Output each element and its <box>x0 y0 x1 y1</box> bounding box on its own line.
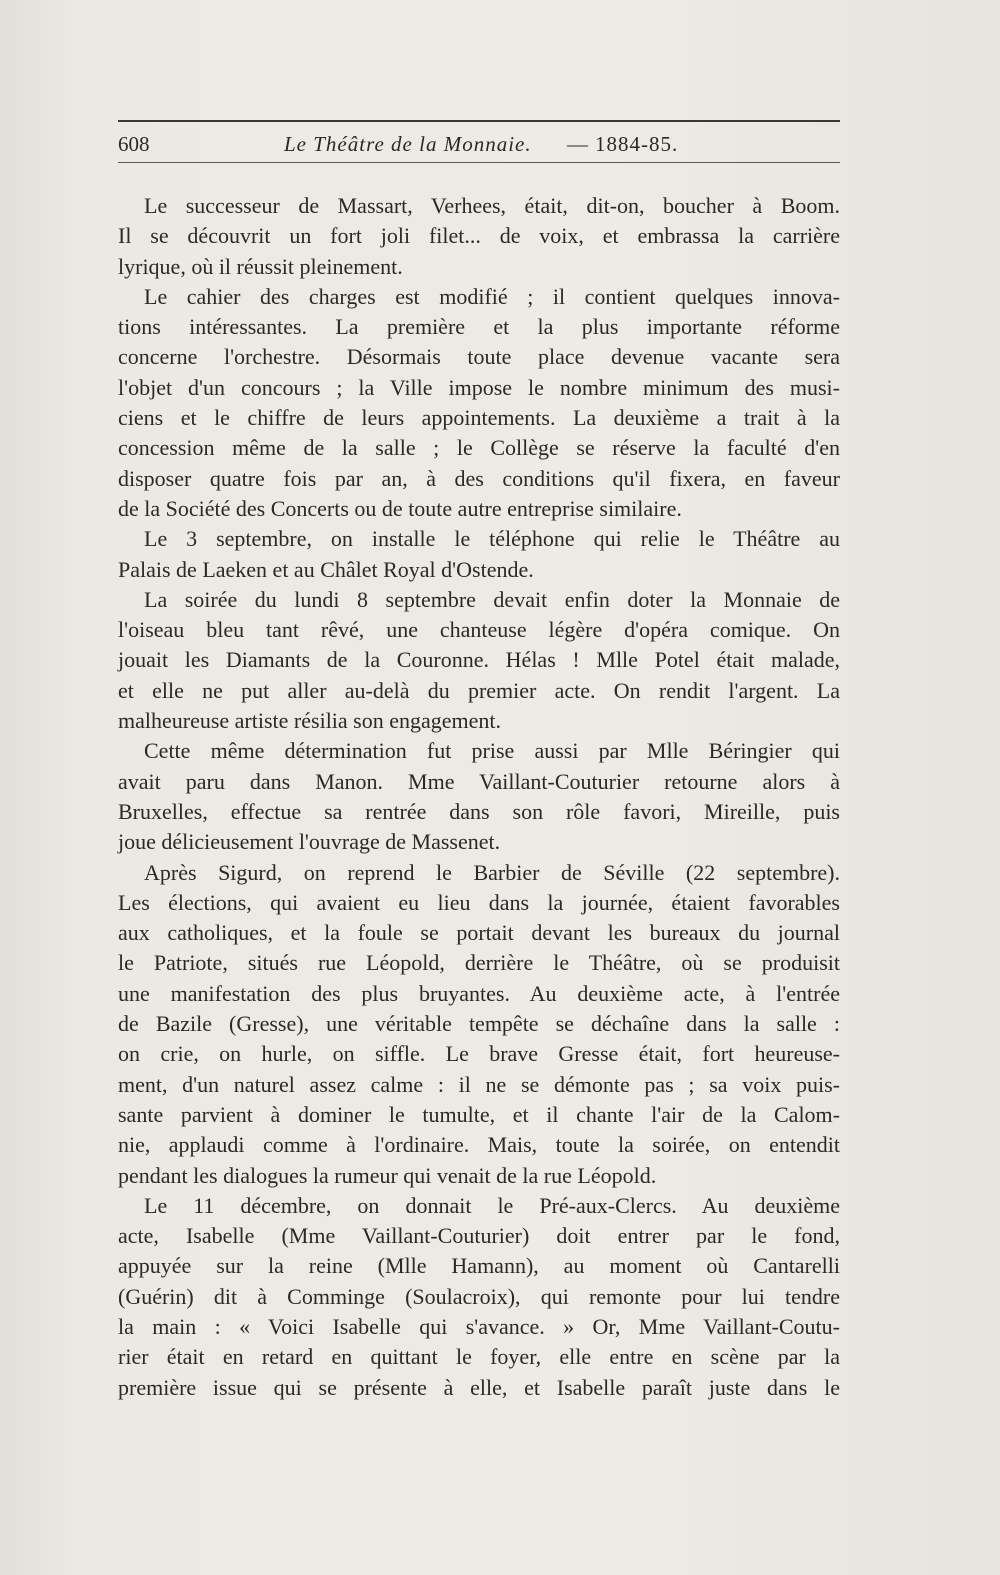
running-dash: — <box>567 132 588 156</box>
text-line: pendant les dialogues la rumeur qui venait de la rue Léopold. <box>118 1162 657 1188</box>
text-line: et elle ne put aller au-delà du premier acte. On rendit l'argent. La <box>118 677 840 703</box>
text-line: Le 3 septembre, on installe le téléphone qui relie le Théâtre au <box>144 526 840 552</box>
text-line: Le 11 décembre, on donnait le Pré-aux-Clercs. Au deuxième <box>144 1192 840 1218</box>
text-line: concerne l'orchestre. Désormais toute place devenue vacante sera <box>118 344 840 370</box>
text-line: sante parvient à dominer le tumulte, et il chante l'air de la Calom- <box>118 1101 840 1127</box>
page-number: 608 <box>118 132 150 156</box>
text-line: Il se découvrit un fort joli filet... de voix, et embrassa la carrière <box>118 223 840 249</box>
text-line: on crie, on hurle, on siffle. Le brave Gresse était, fort heureuse- <box>118 1041 840 1067</box>
text-line: ment, d'un naturel assez calme : il ne se démonte pas ; sa voix puis- <box>118 1071 840 1097</box>
text-line: l'objet d'un concours ; la Ville impose le nombre minimum des musi- <box>118 374 840 400</box>
text-line: (Guérin) dit à Comminge (Soulacroix), qui remonte pour lui tendre <box>118 1283 840 1309</box>
text-line: de la Société des Concerts ou de toute autre entreprise similaire. <box>118 495 682 521</box>
header-rule-top <box>118 120 840 122</box>
text-line: aux catholiques, et la foule se portait devant les bureaux du journal <box>118 920 840 946</box>
text-line: appuyée sur la reine (Mlle Hamann), au moment où Cantarelli <box>118 1253 840 1279</box>
running-title: Le Théâtre de la Monnaie. <box>284 132 532 156</box>
text-line: ciens et le chiffre de leurs appointements. La deuxième a trait à la <box>118 405 840 431</box>
text-line: nie, applaudi comme à l'ordinaire. Mais, toute la soirée, on entendit <box>118 1132 840 1158</box>
text-line: acte, Isabelle (Mme Vaillant-Couturier) doit entrer par le fond, <box>118 1223 840 1249</box>
text-line: première issue qui se présente à elle, et Isabelle paraît juste dans le <box>118 1374 840 1400</box>
text-line: tions intéressantes. La première et la plus importante réforme <box>118 314 840 340</box>
text-line: Palais de Laeken et au Châlet Royal d'Ostende. <box>118 556 534 582</box>
text-line: Bruxelles, effectue sa rentrée dans son rôle favori, Mireille, puis <box>118 798 840 824</box>
body-text <box>118 191 840 1403</box>
text-line: Cette même détermination fut prise aussi par Mlle Béringier qui <box>144 738 840 764</box>
text-line: Les élections, qui avaient eu lieu dans la journée, étaient favorables <box>118 889 840 915</box>
text-line: une manifestation des plus bruyantes. Au deuxième acte, à l'entrée <box>118 980 840 1006</box>
header-rule-bottom <box>118 162 840 163</box>
text-line: l'oiseau bleu tant rêvé, une chanteuse légère d'opéra comique. On <box>118 617 840 643</box>
text-line: lyrique, où il réussit pleinement. <box>118 253 403 279</box>
text-line: la main : « Voici Isabelle qui s'avance. » Or, Mme Vaillant-Coutu- <box>118 1313 840 1339</box>
text-line: jouait les Diamants de la Couronne. Hélas ! Mlle Potel était malade, <box>118 647 840 673</box>
text-line: Le successeur de Massart, Verhees, était, dit-on, boucher à Boom. <box>144 193 840 218</box>
text-line: concession même de la salle ; le Collège se réserve la faculté d'en <box>118 435 840 461</box>
text-line: disposer quatre fois par an, à des conditions qu'il fixera, en faveur <box>118 465 840 491</box>
text-line: malheureuse artiste résilia son engagement. <box>118 708 502 734</box>
text-line: de Bazile (Gresse), une véritable tempête se déchaîne dans la salle : <box>118 1011 840 1037</box>
running-head <box>118 128 840 160</box>
text-line: joue délicieusement l'ouvrage de Massenet. <box>118 829 501 855</box>
text-line: le Patriote, situés rue Léopold, derrière le Théâtre, où se produisit <box>118 950 840 976</box>
text-line: avait paru dans Manon. Mme Vaillant-Couturier retourne alors à <box>118 768 840 794</box>
text-line: Le cahier des charges est modifié ; il contient quelques innova- <box>144 283 840 309</box>
text-line: La soirée du lundi 8 septembre devait enfin doter la Monnaie de <box>144 586 840 612</box>
running-years: 1884-85. <box>595 132 679 156</box>
text-line: rier était en retard en quittant le foyer, elle entre en scène par la <box>118 1344 840 1370</box>
text-line: Après Sigurd, on reprend le Barbier de Séville (22 septembre). <box>144 859 840 885</box>
